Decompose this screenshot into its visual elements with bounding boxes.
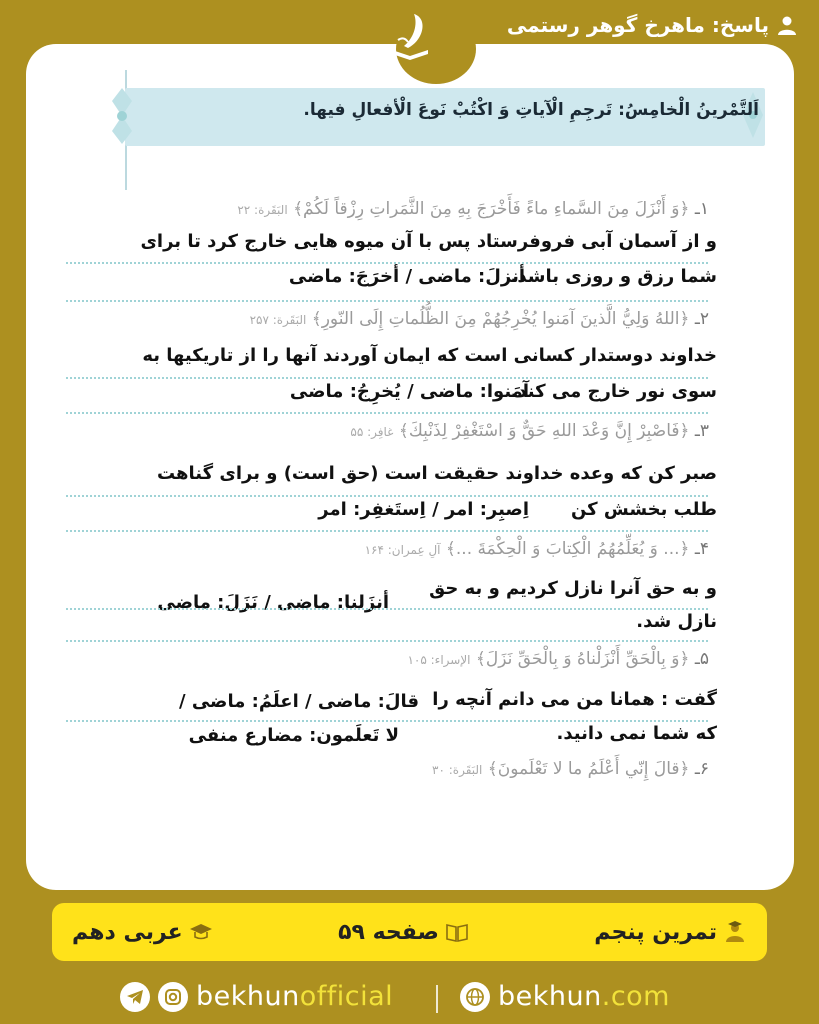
dotted-rule: [66, 530, 708, 532]
open-book-icon: [445, 920, 469, 944]
ornament-left-icon: [102, 86, 142, 146]
answer-5-verbs-1: قالَ: ماضی / اعلَمُ: ماضی /: [179, 691, 419, 712]
student-icon: [723, 920, 747, 944]
answer-2-verbs: آمَنوا: ماضی / يُخرِجُ: ماضی: [289, 381, 529, 402]
globe-icon: [460, 982, 490, 1012]
social-handle[interactable]: bekhunofficial: [120, 981, 393, 1012]
website-link[interactable]: bekhun.com: [460, 981, 670, 1012]
dotted-rule: [66, 300, 708, 302]
footer-page: صفحه ۵۹: [338, 920, 469, 945]
answer-1-line-1: و از آسمان آبی فروفرستاد پس با آن میوه هایی خارج کرد تا برای: [140, 231, 717, 252]
dotted-rule: [66, 412, 708, 414]
feather-book-icon: [384, 10, 436, 62]
dotted-rule: [66, 640, 708, 642]
answer-3-verbs: اِصبِر: امر / اِستَغفِر: امر: [318, 499, 529, 520]
footer-book: عربی دهم: [72, 920, 213, 945]
answer-1-line-2: شما رزق و روزی باشد.: [510, 266, 717, 287]
answer-1-verbs: أنزلَ: ماضی / أخرَجَ: ماضی: [288, 266, 525, 287]
footer-exercise: تمرین پنجم: [594, 920, 747, 945]
answer-5-line-2: که شما نمی دانید.: [556, 723, 717, 744]
telegram-icon[interactable]: [120, 982, 150, 1012]
brand-logo: [380, 6, 440, 66]
bottom-strip: [0, 975, 819, 1020]
dotted-rule: [66, 608, 708, 610]
dotted-rule: [66, 720, 708, 722]
answer-5-line-1: گفت : همانا من می دانم آنچه را: [432, 689, 717, 710]
answer-4-line-2: نازل شد.: [636, 611, 717, 632]
dotted-rule: [66, 377, 708, 379]
dotted-rule: [66, 262, 708, 264]
dotted-rule: [66, 495, 708, 497]
exercise-6: ۶ـ ﴿قالَ إِنّي أَعْلَمُ ما لا تَعْلَمونَ﴾ البَقَرة: ۳۰: [432, 759, 709, 779]
exercise-1: ۱ـ ﴿وَ أَنْزَلَ مِنَ السَّماءِ ماءً فَأَخْرَجَ بِهِ مِنَ الثَّمَراتِ رِزْقاً لَكُمْ﴾ البَقَرة: ۲۲: [237, 199, 709, 219]
exercise-3: ۳ـ ﴿فَاصْبِرْ إِنَّ وَعْدَ اللهِ حَقٌّ وَ اسْتَغْفِرْ لِذَنْبِكَ﴾ غافِر: ۵۵: [350, 421, 709, 441]
user-icon: [777, 15, 797, 35]
answer-author: پاسخ: ماهرخ گوهر رستمی: [506, 13, 769, 37]
graduation-cap-icon: [189, 920, 213, 944]
answer-5-verbs-2: لا تَعلَمون: مضارع منفی: [188, 725, 399, 746]
header: [507, 10, 797, 40]
answer-3-line-2: طلب بخشش کن: [570, 499, 717, 520]
instagram-icon[interactable]: [158, 982, 188, 1012]
answer-2-line-1: خداوند دوستدار کسانی است که ایمان آوردند آنها را از تاریکیها به: [142, 345, 717, 366]
exercise-2: ۲ـ ﴿اللهُ وَلِيُّ الَّذينَ آمَنوا يُخْرِجُهُمْ مِنَ الظُّلُماتِ إِلَى النّورِ﴾ البَقَرة: ۲۵۷: [249, 309, 709, 329]
answer-3-line-1: صبر کن که وعده خداوند حقیقت است (حق است) و برای گناهت: [156, 463, 717, 484]
exercise-title: اَلتَّمْرينُ الْخامِسُ: تَرجِمِ الْآياتِ وَ اكْتُبْ نَوعَ الْأفعالِ فيها.: [303, 100, 759, 120]
exercise-5: ۵ـ ﴿وَ بِالْحَقِّ أَنْزَلْناهُ وَ بِالْحَقِّ نَزَلَ﴾ الإسراء: ۱۰۵: [407, 649, 709, 669]
answer-2-line-2: سوی نور خارج می کند.: [510, 381, 717, 402]
divider: [436, 985, 438, 1013]
footer-info-bar: [52, 903, 767, 961]
answer-4-line-1: و به حق آنرا نازل کردیم و به حق: [429, 578, 717, 599]
answer-4-verbs: أنزَلنا: ماضی / نَزَلَ: ماضی: [157, 592, 389, 613]
exercise-4: ۴ـ ﴿... وَ يُعَلِّمُهُمُ الْكِتابَ وَ الْحِكْمَةَ ...﴾ آلِ عِمران: ۱۶۴: [364, 539, 709, 559]
